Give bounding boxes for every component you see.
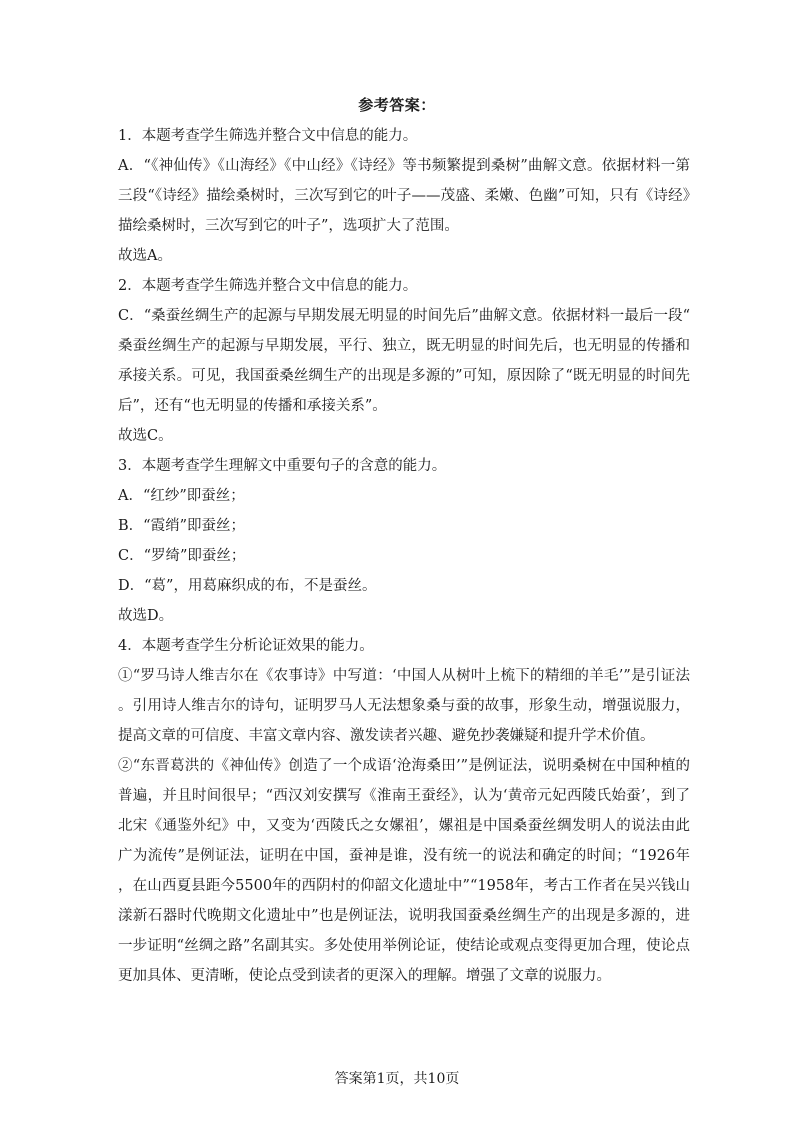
q1-heading: 1．本题考查学生筛选并整合文中信息的能力。 bbox=[118, 128, 418, 144]
q3-answer: 故选D。 bbox=[118, 608, 174, 624]
q4-point-2: ②“东晋葛洪的《神仙传》创造了一个成语‘沧海桑田’”是例证法，说明桑树在中国种植的普遍，并且时间很早；“西汉刘安撰写《淮南王蚕经》，认为‘黄帝元妃西陵氏始蚕’，到了北宋《通鉴外纪》中，又变为‘西陵氏之女嫘祖’，嫘祖是中国桑蚕丝绸发明人的说法由此广为流传”是例证法，证明在中国，蚕神是谁，没有统一的说法和确定的时间；“1926年，在山西夏县距今5500年的西阴村的仰韶文化遗址中”“1958年，考古工作者在吴兴钱山漾新石器时代晚期文化遗址中”也是例证法，说明我国蚕桑丝绸生产的出现是多源的，进一步证明“丝绸之路”名副其实。多处使用举例论证，使结论或观点变得更加合理，使论点更加具体、更清晰，使论点受到读者的更深入的理解。增强了文章的说服力。 bbox=[118, 758, 690, 984]
page-title: 参考答案： bbox=[358, 96, 436, 114]
q2-explanation: C．“桑蚕丝绸生产的起源与早期发展无明显的时间先后”曲解文意。依据材料一最后一段“桑蚕丝绸生产的起源与早期发展，平行、独立，既无明显的时间先后，也无明显的传播和承接关系。可见，我国蚕桑丝绸生产的出现是多源的”可知，原因除了“既无明显的时间先后”，还有“也无明显的传播和承接关系”。 bbox=[118, 308, 690, 414]
q3-option-c: C．“罗绮”即蚕丝； bbox=[118, 548, 246, 564]
q2-heading: 2．本题考查学生筛选并整合文中信息的能力。 bbox=[118, 278, 418, 294]
q1-answer: 故选A。 bbox=[118, 248, 172, 264]
q3-option-a: A．“红纱”即蚕丝； bbox=[118, 488, 245, 504]
q4-heading: 4．本题考查学生分析论证效果的能力。 bbox=[118, 638, 374, 654]
q3-option-d: D．“葛”，用葛麻织成的布，不是蚕丝。 bbox=[118, 578, 377, 594]
page-footer: 答案第1页，共10页 bbox=[334, 1071, 460, 1087]
q3-heading: 3．本题考查学生理解文中重要句子的含意的能力。 bbox=[118, 458, 447, 474]
q4-point-1: ①“罗马诗人维吉尔在《农事诗》中写道：‘中国人从树叶上梳下的精细的羊毛’”是引证法。引用诗人维吉尔的诗句，证明罗马人无法想象桑与蚕的故事，形象生动，增强说服力，提高文章的可信度、丰富文章内容、激发读者兴趣、避免抄袭嫌疑和提升学术价值。 bbox=[118, 668, 690, 744]
q2-answer: 故选C。 bbox=[118, 428, 173, 444]
answer-content bbox=[118, 121, 690, 991]
q3-option-b: B．“霞绡”即蚕丝； bbox=[118, 518, 245, 534]
q1-explanation: A．“《神仙传》《山海经》《中山经》《诗经》等书频繁提到桑树”曲解文意。依据材料一第三段“《诗经》描绘桑树时，三次写到它的叶子——茂盛、柔嫩、色幽”可知，只有《诗经》描绘桑树时，三次写到它的叶子”，选项扩大了范围。 bbox=[118, 158, 690, 234]
